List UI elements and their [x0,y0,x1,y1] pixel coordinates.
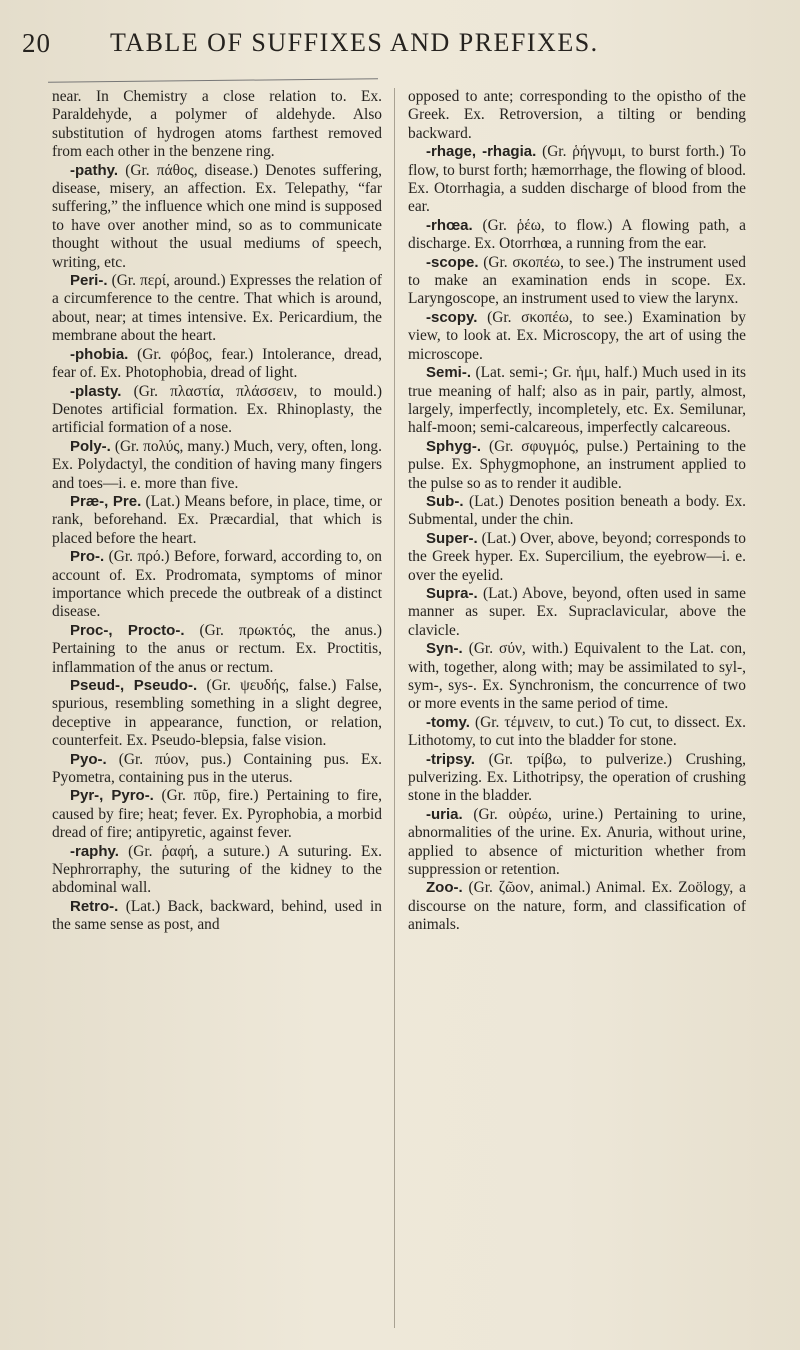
entry-definition: (Gr. σκοπέω, to see.) The instrument used to make an examination ends in scope. Ex. Laryngoscope, an instrument used to view the larynx. [408,253,746,308]
dictionary-entry [408,493,746,530]
entry-headword: -scopy. [426,308,478,326]
entry-headword: Zoo-. [426,879,463,897]
entry-definition: (Gr. ζῶον, animal.) Animal. Ex. Zoölogy, a discourse on the nature, form, and classification of animals. [408,879,746,934]
entry-definition: (Gr. τρίβω, to pulverize.) Crushing, pulverizing. Ex. Lithotripsy, the operation of crushing stone in the bladder. [408,750,746,805]
entry-headword: Peri-. [70,272,108,290]
entry-headword: -pathy. [70,161,119,179]
entry-definition: (Gr. περί, around.) Expresses the relation of a circumference to the centre. That which is around, about, near; at times intensive. Ex. Pericardium, the membrane about the heart. [52,272,382,345]
page-title: TABLE OF SUFFIXES AND PREFIXES. [110,28,599,57]
dictionary-entry [52,383,382,438]
entry-headword: Pro-. [70,548,105,566]
entry-definition: (Gr. πλαστία, πλάσσειν, to mould.) Denotes artificial formation. Ex. Rhinoplasty, the artificial formation of a nose. [52,382,382,437]
dictionary-entry [408,364,746,438]
dictionary-entry [408,88,746,143]
entry-headword: -uria. [426,805,463,823]
entry-headword: Retro-. [70,897,119,915]
entry-definition: (Gr. ῥήγνυμι, to burst forth.) To flow, to burst forth; hæmorrhage, the flowing of blood. Ex. Otorrhagia, a sudden discharge of blood from the ear. [408,143,746,216]
dictionary-entry [408,254,746,309]
entry-headword: Sub-. [426,492,464,510]
entry-headword: Pyr-, Pyro-. [70,787,154,805]
entry-headword: -raphy. [70,842,119,860]
right-column [408,88,746,935]
entry-headword: -tomy. [426,713,470,731]
dictionary-entry [52,751,382,788]
dictionary-entry [52,622,382,677]
entry-headword: -phobia. [70,345,129,363]
entry-definition: (Lat.) Denotes position beneath a body. Ex. Submental, under the chin. [408,492,746,529]
entry-definition: (Gr. τέμνειν, to cut.) To cut, to dissect. Ex. Lithotomy, to cut into the bladder for stone. [408,713,746,750]
entry-headword: -tripsy. [426,750,475,768]
entry-headword: -rhœa. [426,216,473,234]
dictionary-entry [52,677,382,751]
dictionary-entry [52,493,382,548]
dictionary-entry [52,787,382,842]
entry-definition: (Gr. ῥαφή, a suture.) A suturing. Ex. Nephrorraphy, the suturing of the kidney to the abdominal wall. [52,842,382,897]
entry-headword: Supra-. [426,584,478,602]
page-number: 20 [22,28,51,58]
header-rule [48,78,378,82]
dictionary-entry [52,272,382,346]
entry-headword: Semi-. [426,364,472,382]
entry-definition: (Lat.) Above, beyond, often used in same manner as super. Ex. Supraclavicular, above the clavicle. [408,584,746,639]
entry-headword: Pseud-, Pseudo-. [70,677,198,694]
entry-headword: Sphyg-. [426,437,481,455]
entry-definition: (Lat.) Means before, in place, time, or rank, beforehand. Ex. Præcardial, that which is placed before the heart. [52,492,382,547]
entry-definition: (Lat. semi-; Gr. ἡμι, half.) Much used in its true meaning of half; also as in pair, partly, almost, largely, imperfectly, incompletely, etc. Ex. Semilunar, half-moon; semi-calcareous, imperfectly calcareous. [408,364,746,437]
dictionary-entry [408,806,746,880]
entry-definition: (Gr. ῥέω, to flow.) A flowing path, a discharge. Ex. Otorrhœa, a running from the ear. [408,216,746,253]
dictionary-entry [408,879,746,934]
entry-headword: -rhage, -rhagia. [426,143,537,161]
dictionary-entry [52,346,382,383]
entry-definition: (Gr. σκοπέω, to see.) Examination by view, to look at. Ex. Microscopy, the art of using the microscope. [408,308,746,363]
entry-headword: -scope. [426,253,479,271]
entry-definition: (Lat.) Back, backward, behind, used in the same sense as post, and [52,897,382,934]
entry-headword: Præ-, Pre. [70,492,142,510]
entry-definition: (Gr. πρό.) Before, forward, according to, on account of. Ex. Prodromata, symptoms of minor importance which precede the outbreak of a distinct disease. [52,548,382,621]
dictionary-entry [408,714,746,751]
dictionary-entry [408,309,746,364]
entry-headword: Poly-. [70,437,111,455]
entry-definition: opposed to ante; corresponding to the opistho of the Greek. Ex. Retroversion, a tilting or bending backward. [408,88,746,142]
entry-definition: (Lat.) Over, above, beyond; corresponds to the Greek hyper. Ex. Supercilium, the eyebrow—i. e. over the eyelid. [408,529,746,584]
dictionary-entry [52,898,382,935]
dictionary-entry [408,640,746,714]
entry-definition: (Gr. πολύς, many.) Much, very, often, long. Ex. Polydactyl, the condition of having many fingers and toes—i. e. more than five. [52,437,382,492]
entry-definition: (Gr. οὐρέω, urine.) Pertaining to urine, abnormalities of the urine. Ex. Anuria, without urine, applied to absence of micturition whether from suppression or retention. [408,805,746,879]
dictionary-entry [408,585,746,640]
entry-definition: (Gr. πρωκτός, the anus.) Pertaining to the anus or rectum. Ex. Proctitis, inflammation of the anus or rectum. [52,621,382,676]
dictionary-entry [408,143,746,217]
entry-headword: -plasty. [70,382,122,400]
left-column [52,88,382,935]
dictionary-entry [408,751,746,806]
entry-definition: (Gr. σύν, with.) Equivalent to the Lat. con, with, together, along with; may be assimilated to syl-, sym-, sys-. Ex. Synchronism, the concurrence of two or more events in the same period of time. [408,640,746,713]
dictionary-entry [52,548,382,622]
entry-definition: near. In Chemistry a close relation to. Ex. Paraldehyde, a polymer of aldehyde. Also substitution of hydrogen atoms farthest removed from each other in the benzene ring. [52,88,382,161]
dictionary-entry [408,217,746,254]
dictionary-entry [408,530,746,585]
dictionary-entry [52,438,382,493]
dictionary-entry [52,88,382,162]
dictionary-entry [52,162,382,272]
entry-headword: Pyo-. [70,750,107,768]
entry-definition: (Gr. πύον, pus.) Containing pus. Ex. Pyometra, containing pus in the uterus. [52,750,382,787]
entry-definition: (Gr. σφυγμός, pulse.) Pertaining to the pulse. Ex. Sphygmophone, an instrument applied to the pulse so as to render it audible. [408,437,746,492]
entry-definition: (Gr. πάθος, disease.) Denotes suffering, disease, misery, an affection. Ex. Telepathy, “far suffering,” the influence which one mind is supposed to have over another mind, so as to communicate thought without the usual mediums of speech, writing, etc. [52,161,382,271]
entry-definition: (Gr. φόβος, fear.) Intolerance, dread, fear of. Ex. Photophobia, dread of light. [52,345,382,382]
dictionary-entry [408,438,746,493]
entry-definition: (Gr. ψευδής, false.) False, spurious, resembling something in a slight degree, deceptive in appearance, function, or relation, counterfeit. Ex. Pseudo-blepsia, false vision. [52,677,382,750]
entry-headword: Proc-, Procto-. [70,621,185,639]
column-divider [394,88,395,1328]
entry-definition: (Gr. πῦρ, fire.) Pertaining to fire, caused by fire; heat; fever. Ex. Pyrophobia, a morbid dread of fire; antipyretic, against fever. [52,787,382,842]
dictionary-entry [52,843,382,898]
entry-headword: Super-. [426,529,478,547]
entry-headword: Syn-. [426,640,463,658]
